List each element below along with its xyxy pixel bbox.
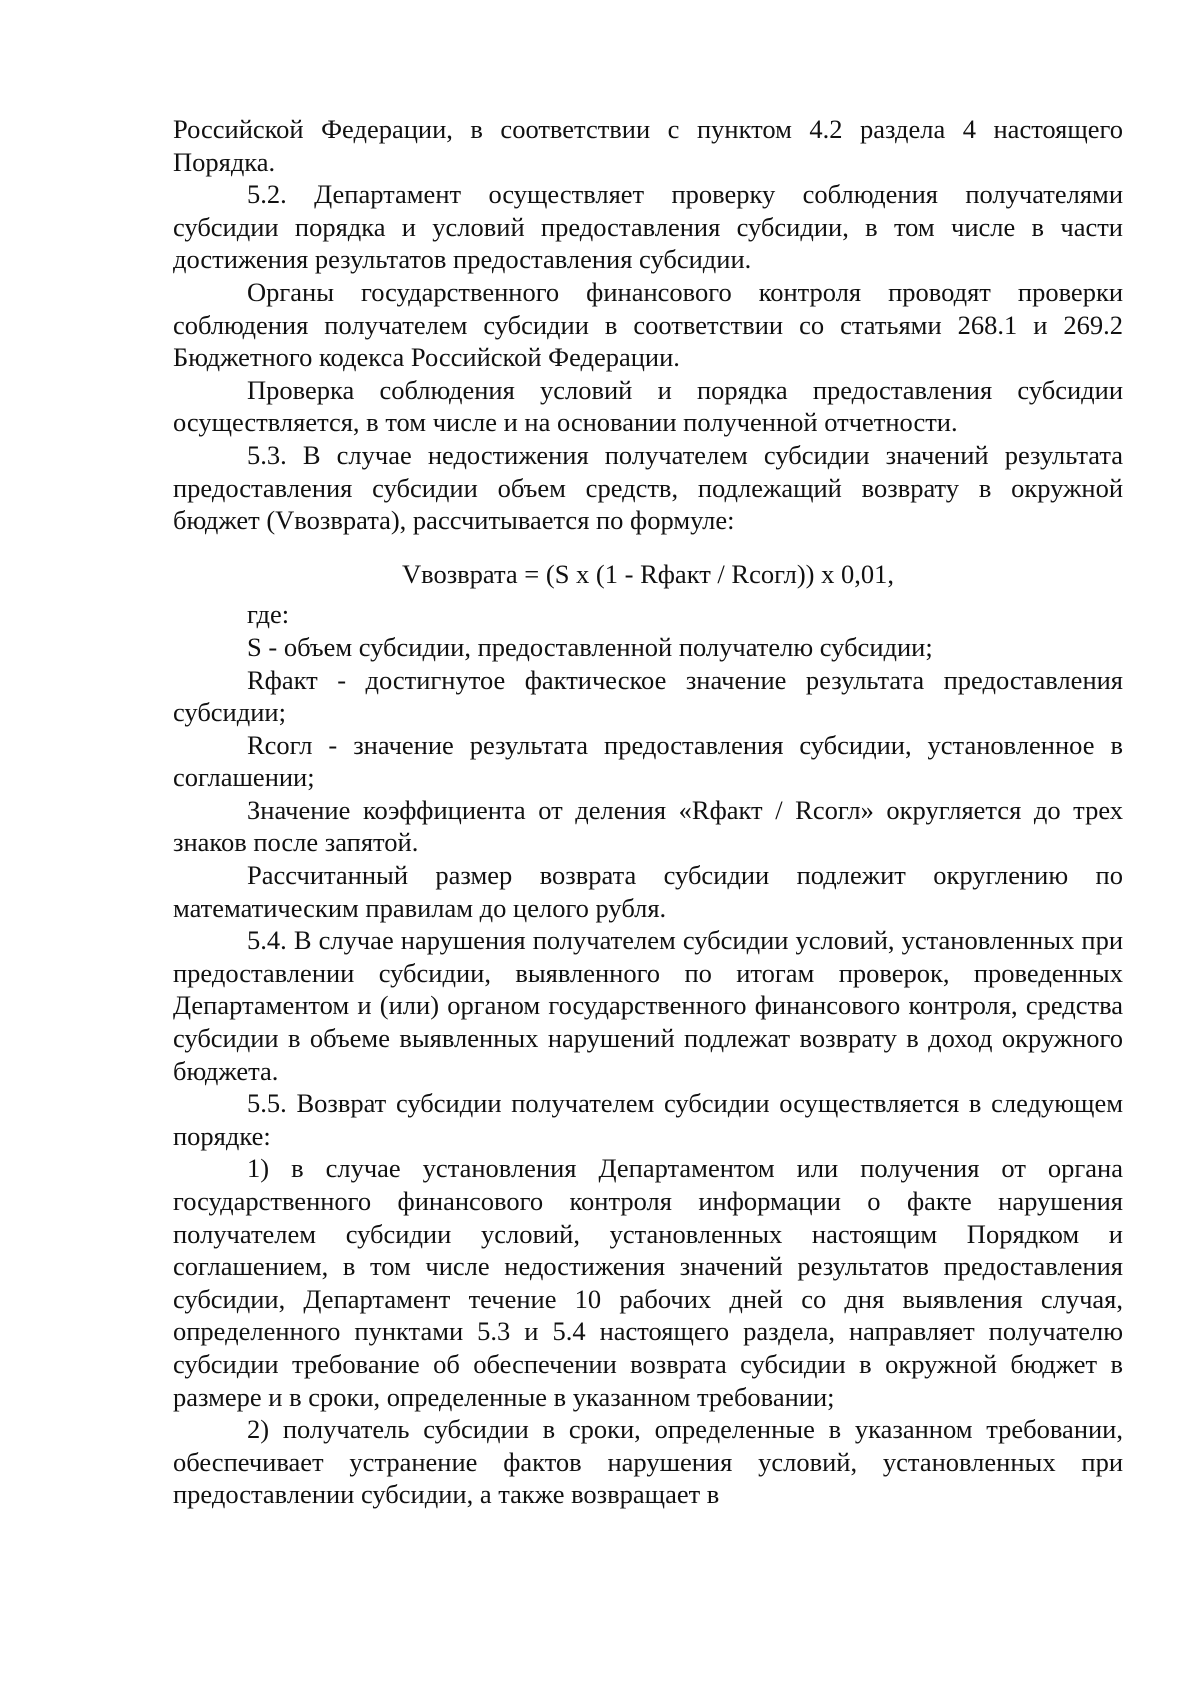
paragraph-5-2: 5.2. Департамент осуществляет проверку соблюдения получателями субсидии порядка и условий предоставления субсидии, в том числе в части достижения результатов предоставления субсидии.: [173, 179, 1123, 275]
formula-refund: Vвозврата = (S x (1 - Rфакт / Rсогл)) x 0,01,: [401, 558, 894, 589]
paragraph-continuation: Российской Федерации, в соответствии с пунктом 4.2 раздела 4 настоящего Порядка.: [173, 114, 1123, 177]
formula-definition-s: S - объем субсидии, предоставленной получателю субсидии;: [247, 631, 933, 662]
document-body: [173, 113, 1123, 1511]
formula-where-label: где:: [247, 599, 290, 630]
formula-definition-rfact: Rфакт - достигнутое фактическое значение результата предоставления субсидии;: [173, 664, 1123, 728]
list-item-1: 1) в случае установления Департаментом или получения от органа государственного финансового контроля информации о факте нарушения получателем субсидии условий, установленных настоящим Порядком и соглашением, в том числе недостижения значений результатов предоставления субсидии, Департамент течение 10 рабочих дней со дня выявления случая, определенного пунктами 5.3 и 5.4 настоящего раздела, направляет получателю субсидии требование об обеспечении возврата субсидии в окружной бюджет в размере и в сроки, определенные в указанном требовании;: [173, 1153, 1123, 1412]
paragraph-5-5: 5.5. Возврат субсидии получателем субсидии осуществляется в следующем порядке:: [173, 1088, 1123, 1151]
list-item-2: 2) получатель субсидии в сроки, определенные в указанном требовании, обеспечивает устранение фактов нарушения условий, установленных при предоставлении субсидии, а также возвращает в: [173, 1414, 1123, 1510]
paragraph-5-3: 5.3. В случае недостижения получателем субсидии значений результата предоставления субсидии объем средств, подлежащий возврату в окружной бюджет (Vвозврата), рассчитывается по формуле:: [173, 439, 1123, 536]
paragraph-control-bodies: Органы государственного финансового контроля проводят проверки соблюдения получателем субсидии в соответствии со статьями 268.1 и 269.2 Бюджетного кодекса Российской Федерации.: [173, 276, 1123, 373]
paragraph-verification: Проверка соблюдения условий и порядка предоставления субсидии осуществляется, в том числе и на основании полученной отчетности.: [173, 374, 1123, 438]
paragraph-5-4: 5.4. В случае нарушения получателем субсидии условий, установленных при предоставлении субсидии, выявленного по итогам проверок, проведенных Департаментом и (или) органом государственного финансового контроля, средства субсидии в объеме выявленных нарушений подлежат возврату в доход окружного бюджета.: [173, 925, 1123, 1086]
paragraph-amount-rounding: Рассчитанный размер возврата субсидии подлежит округлению по математическим правилам до целого рубля.: [173, 860, 1123, 923]
formula-definition-rsogl: Rсогл - значение результата предоставления субсидии, установленное в соглашении;: [173, 729, 1123, 793]
paragraph-coefficient-rounding: Значение коэффициента от деления «Rфакт / Rсогл» округляется до трех знаков после запятой.: [173, 794, 1123, 858]
